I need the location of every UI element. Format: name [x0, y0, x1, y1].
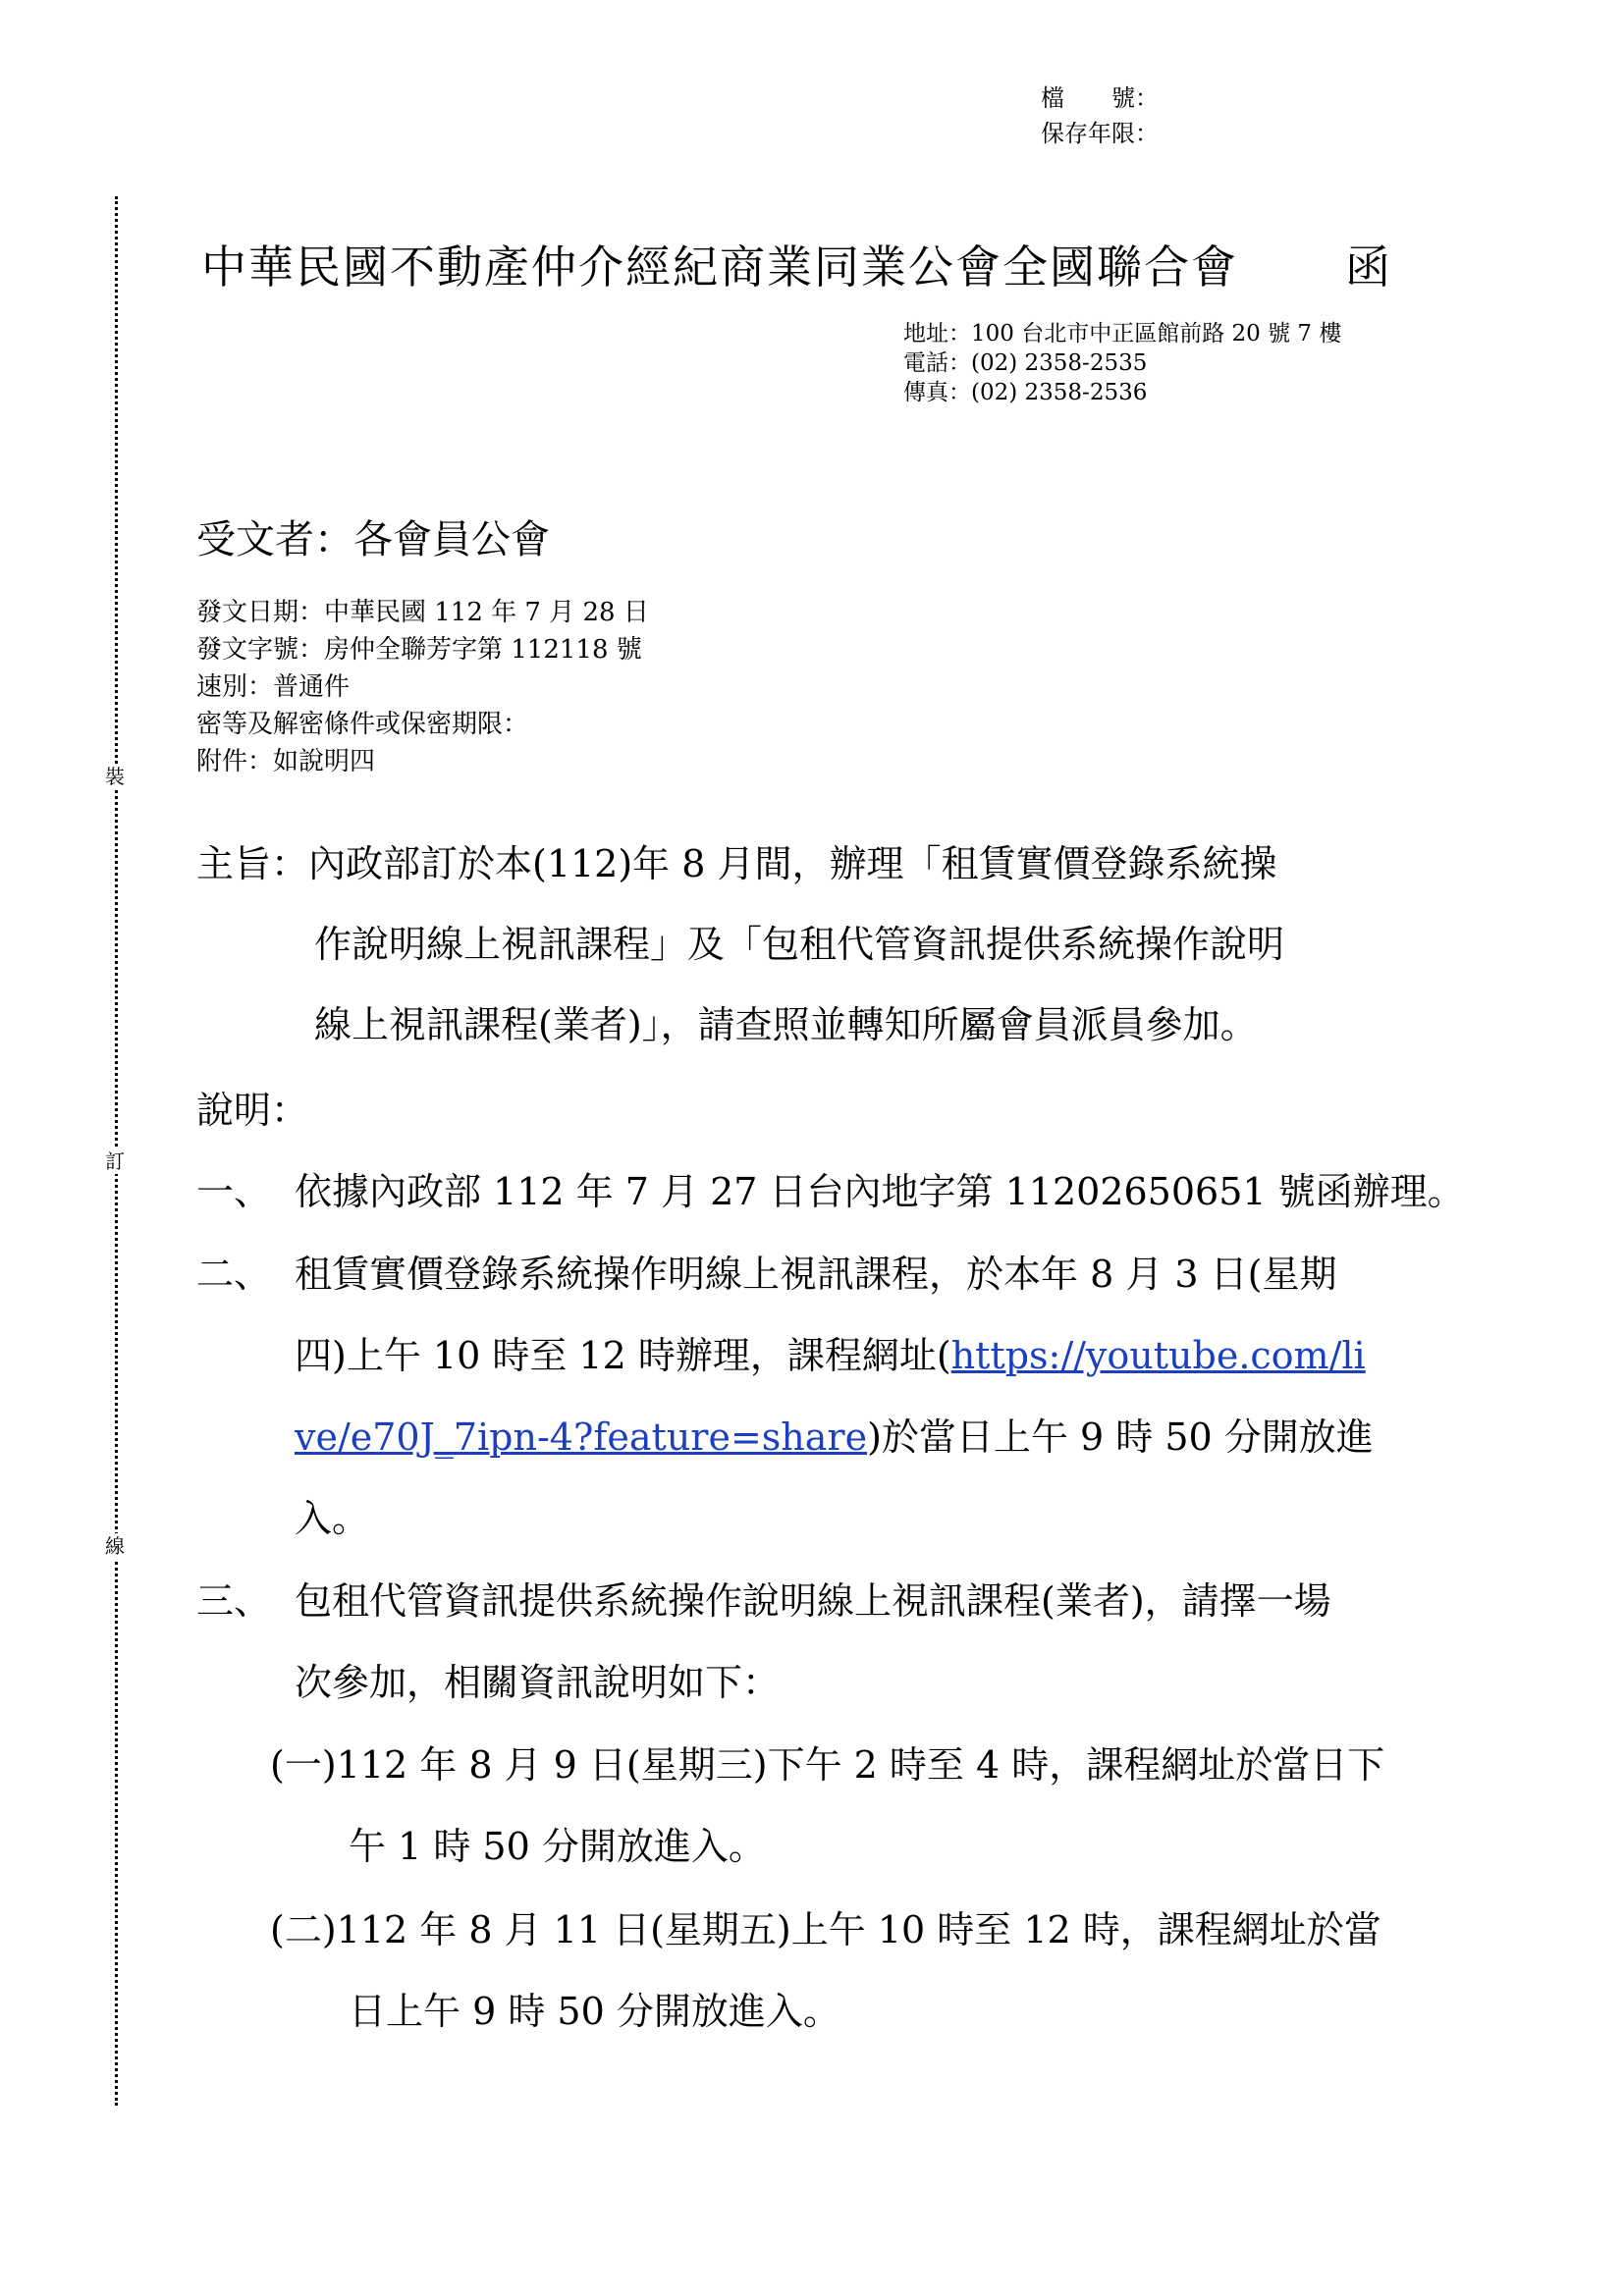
contact-block	[903, 319, 1341, 407]
item-2-line-4: 入。	[295, 1497, 370, 1540]
item-3-line-2: 次參加，相關資訊說明如下：	[295, 1661, 781, 1704]
issue-number: 發文字號：房仲全聯芳字第 112118 號	[196, 635, 642, 665]
item-2-line-3-text: )於當日上午 9 時 50 分開放進	[867, 1415, 1374, 1459]
item-2-number: 二、	[196, 1253, 272, 1296]
binding-mark-middle: 訂	[102, 1148, 128, 1174]
item-1-line-1: 依據內政部 112 年 7 月 27 日台內地字第 11202650651 號函辦理。	[295, 1170, 1465, 1213]
recipient: 受文者：各會員公會	[196, 517, 550, 562]
attachment: 附件：如說明四	[196, 747, 376, 776]
file-meta	[1041, 80, 1159, 151]
binding-mark-top: 裝	[102, 764, 128, 789]
subject-line-3: 線上視訊課程(業者)」，請查照並轉知所屬會員派員參加。	[314, 1003, 1258, 1046]
item-2-line-1: 租賃實價登錄系統操作明線上視訊課程，於本年 8 月 3 日(星期	[295, 1253, 1337, 1296]
item-2-line-3	[295, 1407, 1374, 1461]
item-3-line-1: 包租代管資訊提供系統操作說明線上視訊課程(業者)，請擇一場	[295, 1579, 1331, 1623]
description-label: 說明：	[196, 1089, 309, 1132]
delivery-speed: 速別：普通件	[196, 672, 351, 702]
item-1-number: 一、	[196, 1170, 272, 1213]
retention-label: 保存年限：	[1041, 120, 1159, 147]
subject-line-2: 作說明線上視訊課程」及「包租代管資訊提供系統操作說明	[314, 923, 1285, 966]
sub-item-1-line-1: (一)112 年 8 月 9 日(星期三)下午 2 時至 4 時，課程網址於當日下	[270, 1743, 1385, 1787]
secrecy-level: 密等及解密條件或保密期限：	[196, 710, 529, 739]
item-3-number: 三、	[196, 1579, 272, 1623]
contact-phone: 電話：(02) 2358-2535	[903, 350, 1148, 376]
organization-title: 中華民國不動產仲介經紀商業同業公會全國聯合會	[201, 240, 1238, 294]
contact-fax: 傳真：(02) 2358-2536	[903, 380, 1148, 405]
contact-address: 地址：100 台北市中正區館前路 20 號 7 樓	[903, 321, 1342, 347]
sub-item-2-line-2: 日上午 9 時 50 分開放進入。	[349, 1990, 840, 2033]
course-link-part-2[interactable]: ve/e70J_7ipn-4?feature=share	[295, 1415, 868, 1459]
subject-line-1: 主旨：內政部訂於本(112)年 8 月間，辦理「租賃實價登錄系統操	[196, 842, 1277, 885]
document-meta	[196, 594, 649, 780]
file-number-label: 檔 號：	[1041, 84, 1159, 112]
item-2-line-2-text: 四)上午 10 時至 12 時辦理，課程網址(	[295, 1334, 951, 1377]
binding-mark-bottom: 線	[102, 1533, 128, 1559]
issue-date: 發文日期：中華民國 112 年 7 月 28 日	[196, 598, 649, 627]
sub-item-1-line-2: 午 1 時 50 分開放進入。	[349, 1825, 766, 1868]
sub-item-2-line-1: (二)112 年 8 月 11 日(星期五)上午 10 時至 12 時，課程網址於當	[270, 1908, 1381, 1951]
item-2-line-2	[295, 1325, 1366, 1379]
course-link-part-1[interactable]: https://youtube.com/li	[950, 1334, 1366, 1377]
document-type: 函	[1345, 240, 1390, 294]
